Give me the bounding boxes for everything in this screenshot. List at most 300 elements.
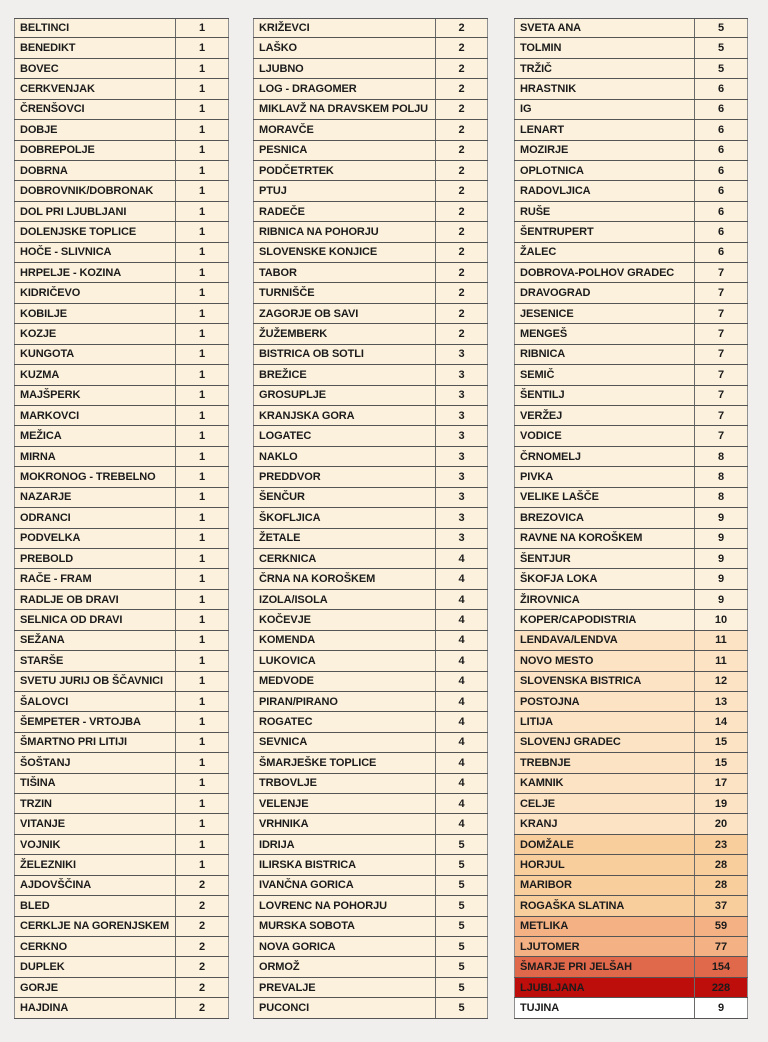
municipality-name-cell[interactable]: POSTOJNA bbox=[514, 692, 695, 711]
municipality-name-cell[interactable]: HAJDINA bbox=[14, 998, 176, 1017]
municipality-name-cell[interactable]: JESENICE bbox=[514, 304, 695, 323]
municipality-name-cell[interactable]: DOLENJSKE TOPLICE bbox=[14, 222, 176, 241]
count-value-cell[interactable]: 1 bbox=[176, 243, 229, 262]
count-value-cell[interactable]: 1 bbox=[176, 529, 229, 548]
count-value-cell[interactable]: 1 bbox=[176, 651, 229, 670]
count-value-cell[interactable]: 1 bbox=[176, 283, 229, 302]
count-value-cell[interactable]: 1 bbox=[176, 386, 229, 405]
count-value-cell[interactable]: 3 bbox=[436, 508, 488, 527]
count-value-cell[interactable]: 228 bbox=[695, 978, 748, 997]
municipality-name-cell[interactable]: IZOLA/ISOLA bbox=[253, 590, 436, 609]
municipality-name-cell[interactable]: VODICE bbox=[514, 426, 695, 445]
count-value-cell[interactable]: 4 bbox=[436, 590, 488, 609]
count-value-cell[interactable]: 5 bbox=[436, 835, 488, 854]
municipality-name-cell[interactable]: KIDRIČEVO bbox=[14, 283, 176, 302]
count-value-cell[interactable]: 1 bbox=[176, 100, 229, 119]
count-value-cell[interactable]: 59 bbox=[695, 917, 748, 936]
municipality-name-cell[interactable]: SELNICA OD DRAVI bbox=[14, 610, 176, 629]
municipality-name-cell[interactable]: HOČE - SLIVNICA bbox=[14, 243, 176, 262]
count-value-cell[interactable]: 2 bbox=[436, 38, 488, 57]
count-value-cell[interactable]: 4 bbox=[436, 631, 488, 650]
municipality-name-cell[interactable]: TRBOVLJE bbox=[253, 774, 436, 793]
count-value-cell[interactable]: 1 bbox=[176, 814, 229, 833]
table-row bbox=[253, 243, 488, 263]
municipality-name-cell[interactable]: LUKOVICA bbox=[253, 651, 436, 670]
municipality-name-cell[interactable]: DUPLEK bbox=[14, 957, 176, 976]
count-value-cell[interactable]: 3 bbox=[436, 488, 488, 507]
municipality-name-cell[interactable]: ŠENČUR bbox=[253, 488, 436, 507]
municipality-name-cell[interactable]: ŠMARTNO PRI LITIJI bbox=[14, 733, 176, 752]
municipality-name-cell[interactable]: DOBJE bbox=[14, 120, 176, 139]
municipality-name-cell[interactable]: LJUBNO bbox=[253, 59, 436, 78]
municipality-name-cell[interactable]: PODVELKA bbox=[14, 529, 176, 548]
municipality-name-cell[interactable]: VOJNIK bbox=[14, 835, 176, 854]
count-value-cell[interactable]: 20 bbox=[695, 814, 748, 833]
municipality-name-cell[interactable]: PREVALJE bbox=[253, 978, 436, 997]
count-value-cell[interactable]: 6 bbox=[695, 202, 748, 221]
count-value-cell[interactable]: 2 bbox=[436, 79, 488, 98]
count-value-cell[interactable]: 1 bbox=[176, 753, 229, 772]
municipality-name-cell[interactable]: GORJE bbox=[14, 978, 176, 997]
count-value-cell[interactable]: 12 bbox=[695, 672, 748, 691]
municipality-name-cell[interactable]: KRANJ bbox=[514, 814, 695, 833]
municipality-name-cell[interactable]: TIŠINA bbox=[14, 774, 176, 793]
municipality-name-cell[interactable]: LITIJA bbox=[514, 712, 695, 731]
municipality-name-cell[interactable]: HRPELJE - KOZINA bbox=[14, 263, 176, 282]
municipality-name-cell[interactable]: ORMOŽ bbox=[253, 957, 436, 976]
municipality-name-cell[interactable]: KUNGOTA bbox=[14, 345, 176, 364]
municipality-name-cell[interactable]: STARŠE bbox=[14, 651, 176, 670]
municipality-name-cell[interactable]: IDRIJA bbox=[253, 835, 436, 854]
count-value-cell[interactable]: 4 bbox=[436, 794, 488, 813]
count-value-cell[interactable]: 7 bbox=[695, 324, 748, 343]
count-value-cell[interactable]: 3 bbox=[436, 529, 488, 548]
municipality-name-cell[interactable]: RADOVLJICA bbox=[514, 181, 695, 200]
count-value-cell[interactable]: 2 bbox=[436, 324, 488, 343]
count-value-cell[interactable]: 1 bbox=[176, 79, 229, 98]
count-value-cell[interactable]: 1 bbox=[176, 610, 229, 629]
count-value-cell[interactable]: 11 bbox=[695, 651, 748, 670]
count-value-cell[interactable]: 4 bbox=[436, 712, 488, 731]
table-row bbox=[514, 794, 748, 814]
count-value-cell[interactable]: 8 bbox=[695, 467, 748, 486]
municipality-name-cell[interactable]: ŠMARJE PRI JELŠAH bbox=[514, 957, 695, 976]
municipality-name-cell[interactable]: NOVO MESTO bbox=[514, 651, 695, 670]
count-value-cell[interactable]: 1 bbox=[176, 590, 229, 609]
municipality-name-cell[interactable]: PESNICA bbox=[253, 141, 436, 160]
count-value-cell[interactable]: 3 bbox=[436, 406, 488, 425]
municipality-name-cell[interactable]: PREDDVOR bbox=[253, 467, 436, 486]
count-value-cell[interactable]: 6 bbox=[695, 181, 748, 200]
municipality-name-cell[interactable]: MENGEŠ bbox=[514, 324, 695, 343]
municipality-name-cell[interactable]: NOVA GORICA bbox=[253, 937, 436, 956]
count-value-cell[interactable]: 1 bbox=[176, 672, 229, 691]
municipality-name-cell[interactable]: TURNIŠČE bbox=[253, 283, 436, 302]
count-value-cell[interactable]: 4 bbox=[436, 733, 488, 752]
municipality-name-cell[interactable]: DOBREPOLJE bbox=[14, 141, 176, 160]
municipality-name-cell[interactable]: ŽUŽEMBERK bbox=[253, 324, 436, 343]
count-value-cell[interactable]: 1 bbox=[176, 774, 229, 793]
municipality-name-cell[interactable]: MOKRONOG - TREBELNO bbox=[14, 467, 176, 486]
count-value-cell[interactable]: 5 bbox=[695, 19, 748, 37]
municipality-name-cell[interactable]: LENART bbox=[514, 120, 695, 139]
municipality-name-cell[interactable]: NAKLO bbox=[253, 447, 436, 466]
municipality-name-cell[interactable]: BREZOVICA bbox=[514, 508, 695, 527]
count-value-cell[interactable]: 5 bbox=[436, 876, 488, 895]
count-value-cell[interactable]: 154 bbox=[695, 957, 748, 976]
municipality-name-cell[interactable]: ILIRSKA BISTRICA bbox=[253, 855, 436, 874]
municipality-name-cell[interactable]: GROSUPLJE bbox=[253, 386, 436, 405]
municipality-name-cell[interactable]: SLOVENSKE KONJICE bbox=[253, 243, 436, 262]
count-value-cell[interactable]: 2 bbox=[176, 896, 229, 915]
count-value-cell[interactable]: 1 bbox=[176, 488, 229, 507]
count-value-cell[interactable]: 2 bbox=[436, 304, 488, 323]
municipality-name-cell[interactable]: PTUJ bbox=[253, 181, 436, 200]
count-value-cell[interactable]: 1 bbox=[176, 161, 229, 180]
count-value-cell[interactable]: 15 bbox=[695, 753, 748, 772]
count-value-cell[interactable]: 2 bbox=[436, 120, 488, 139]
municipality-name-cell[interactable]: ŠEMPETER - VRTOJBA bbox=[14, 712, 176, 731]
municipality-name-cell[interactable]: SEŽANA bbox=[14, 631, 176, 650]
count-value-cell[interactable]: 5 bbox=[436, 957, 488, 976]
count-value-cell[interactable]: 1 bbox=[176, 365, 229, 384]
municipality-name-cell[interactable]: SVETA ANA bbox=[514, 19, 695, 37]
municipality-name-cell[interactable]: MIRNA bbox=[14, 447, 176, 466]
count-value-cell[interactable]: 2 bbox=[436, 141, 488, 160]
municipality-name-cell[interactable]: BOVEC bbox=[14, 59, 176, 78]
municipality-name-cell[interactable]: DOBRNA bbox=[14, 161, 176, 180]
municipality-name-cell[interactable]: RIBNICA NA POHORJU bbox=[253, 222, 436, 241]
count-value-cell[interactable]: 3 bbox=[436, 467, 488, 486]
count-value-cell[interactable]: 7 bbox=[695, 406, 748, 425]
count-value-cell[interactable]: 7 bbox=[695, 345, 748, 364]
municipality-name-cell[interactable]: LENDAVA/LENDVA bbox=[514, 631, 695, 650]
municipality-name-cell[interactable]: ODRANCI bbox=[14, 508, 176, 527]
municipality-name-cell[interactable]: ŽALEC bbox=[514, 243, 695, 262]
count-value-cell[interactable]: 7 bbox=[695, 304, 748, 323]
municipality-name-cell[interactable]: ČRNOMELJ bbox=[514, 447, 695, 466]
count-value-cell[interactable]: 23 bbox=[695, 835, 748, 854]
count-value-cell[interactable]: 4 bbox=[436, 753, 488, 772]
count-value-cell[interactable]: 1 bbox=[176, 631, 229, 650]
count-value-cell[interactable]: 28 bbox=[695, 876, 748, 895]
count-value-cell[interactable]: 3 bbox=[436, 447, 488, 466]
count-value-cell[interactable]: 1 bbox=[176, 38, 229, 57]
count-value-cell[interactable]: 6 bbox=[695, 222, 748, 241]
municipality-name-cell[interactable]: RAVNE NA KOROŠKEM bbox=[514, 529, 695, 548]
count-value-cell[interactable]: 1 bbox=[176, 569, 229, 588]
municipality-name-cell[interactable]: ŠOŠTANJ bbox=[14, 753, 176, 772]
count-value-cell[interactable]: 4 bbox=[436, 692, 488, 711]
municipality-name-cell[interactable]: TRZIN bbox=[14, 794, 176, 813]
municipality-name-cell[interactable]: PREBOLD bbox=[14, 549, 176, 568]
count-value-cell[interactable]: 28 bbox=[695, 855, 748, 874]
municipality-name-cell[interactable]: MIKLAVŽ NA DRAVSKEM POLJU bbox=[253, 100, 436, 119]
count-value-cell[interactable]: 4 bbox=[436, 610, 488, 629]
count-value-cell[interactable]: 37 bbox=[695, 896, 748, 915]
municipality-name-cell[interactable]: ŠKOFLJICA bbox=[253, 508, 436, 527]
municipality-name-cell[interactable]: VELIKE LAŠČE bbox=[514, 488, 695, 507]
municipality-name-cell[interactable]: TREBNJE bbox=[514, 753, 695, 772]
count-value-cell[interactable]: 1 bbox=[176, 508, 229, 527]
municipality-name-cell[interactable]: CERKNICA bbox=[253, 549, 436, 568]
municipality-name-cell[interactable]: SVETU JURIJ OB ŠČAVNICI bbox=[14, 672, 176, 691]
count-value-cell[interactable]: 9 bbox=[695, 549, 748, 568]
municipality-name-cell[interactable]: KAMNIK bbox=[514, 774, 695, 793]
count-value-cell[interactable]: 2 bbox=[436, 100, 488, 119]
count-value-cell[interactable]: 2 bbox=[436, 222, 488, 241]
column-group-2 bbox=[253, 18, 488, 1019]
municipality-name-cell[interactable]: PUCONCI bbox=[253, 998, 436, 1017]
municipality-name-cell[interactable]: PODČETRTEK bbox=[253, 161, 436, 180]
count-value-cell[interactable]: 2 bbox=[436, 19, 488, 37]
municipality-name-cell[interactable]: ROGATEC bbox=[253, 712, 436, 731]
count-value-cell[interactable]: 13 bbox=[695, 692, 748, 711]
count-value-cell[interactable]: 1 bbox=[176, 141, 229, 160]
municipality-name-cell[interactable]: ŠENTJUR bbox=[514, 549, 695, 568]
count-value-cell[interactable]: 3 bbox=[436, 426, 488, 445]
count-value-cell[interactable]: 7 bbox=[695, 426, 748, 445]
count-value-cell[interactable]: 1 bbox=[176, 692, 229, 711]
count-value-cell[interactable]: 7 bbox=[695, 386, 748, 405]
municipality-name-cell[interactable]: ŽIROVNICA bbox=[514, 590, 695, 609]
count-value-cell[interactable]: 8 bbox=[695, 447, 748, 466]
count-value-cell[interactable]: 6 bbox=[695, 120, 748, 139]
count-value-cell[interactable]: 1 bbox=[176, 181, 229, 200]
count-value-cell[interactable]: 1 bbox=[176, 59, 229, 78]
municipality-name-cell[interactable]: DOMŽALE bbox=[514, 835, 695, 854]
municipality-name-cell[interactable]: MARKOVCI bbox=[14, 406, 176, 425]
count-value-cell[interactable]: 9 bbox=[695, 590, 748, 609]
municipality-name-cell[interactable]: MAJŠPERK bbox=[14, 386, 176, 405]
municipality-name-cell[interactable]: ČRENŠOVCI bbox=[14, 100, 176, 119]
municipality-name-cell[interactable]: VELENJE bbox=[253, 794, 436, 813]
municipality-name-cell[interactable]: RADLJE OB DRAVI bbox=[14, 590, 176, 609]
count-value-cell[interactable]: 3 bbox=[436, 345, 488, 364]
count-value-cell[interactable]: 77 bbox=[695, 937, 748, 956]
municipality-name-cell[interactable]: KOPER/CAPODISTRIA bbox=[514, 610, 695, 629]
municipality-name-cell[interactable]: RADEČE bbox=[253, 202, 436, 221]
count-value-cell[interactable]: 6 bbox=[695, 100, 748, 119]
count-value-cell[interactable]: 1 bbox=[176, 345, 229, 364]
municipality-name-cell[interactable]: BISTRICA OB SOTLI bbox=[253, 345, 436, 364]
count-value-cell[interactable]: 6 bbox=[695, 243, 748, 262]
count-value-cell[interactable]: 9 bbox=[695, 569, 748, 588]
municipality-name-cell[interactable]: ŠENTILJ bbox=[514, 386, 695, 405]
municipality-name-cell[interactable]: TRŽIČ bbox=[514, 59, 695, 78]
municipality-name-cell[interactable]: KOZJE bbox=[14, 324, 176, 343]
count-value-cell[interactable]: 1 bbox=[176, 406, 229, 425]
count-value-cell[interactable]: 4 bbox=[436, 569, 488, 588]
municipality-name-cell[interactable]: MARIBOR bbox=[514, 876, 695, 895]
municipality-name-cell[interactable]: ŠMARJEŠKE TOPLICE bbox=[253, 753, 436, 772]
count-value-cell[interactable]: 2 bbox=[176, 937, 229, 956]
count-value-cell[interactable]: 7 bbox=[695, 283, 748, 302]
table-row bbox=[514, 998, 748, 1018]
count-value-cell[interactable]: 1 bbox=[176, 120, 229, 139]
municipality-name-cell[interactable]: ZAGORJE OB SAVI bbox=[253, 304, 436, 323]
municipality-name-cell[interactable]: DOBROVA-POLHOV GRADEC bbox=[514, 263, 695, 282]
count-value-cell[interactable]: 11 bbox=[695, 631, 748, 650]
count-value-cell[interactable]: 8 bbox=[695, 488, 748, 507]
count-value-cell[interactable]: 2 bbox=[176, 978, 229, 997]
count-value-cell[interactable]: 10 bbox=[695, 610, 748, 629]
municipality-name-cell[interactable]: BLED bbox=[14, 896, 176, 915]
count-value-cell[interactable]: 2 bbox=[436, 181, 488, 200]
count-value-cell[interactable]: 5 bbox=[695, 38, 748, 57]
municipality-name-cell[interactable]: CERKLJE NA GORENJSKEM bbox=[14, 917, 176, 936]
count-value-cell[interactable]: 1 bbox=[176, 855, 229, 874]
count-value-cell[interactable]: 6 bbox=[695, 161, 748, 180]
count-value-cell[interactable]: 5 bbox=[695, 59, 748, 78]
count-value-cell[interactable]: 5 bbox=[436, 978, 488, 997]
municipality-name-cell[interactable]: LOGATEC bbox=[253, 426, 436, 445]
municipality-name-cell[interactable]: TOLMIN bbox=[514, 38, 695, 57]
count-value-cell[interactable]: 9 bbox=[695, 998, 748, 1017]
municipality-name-cell[interactable]: ŽETALE bbox=[253, 529, 436, 548]
municipality-name-cell[interactable]: LJUTOMER bbox=[514, 937, 695, 956]
municipality-name-cell[interactable]: IG bbox=[514, 100, 695, 119]
count-value-cell[interactable]: 2 bbox=[436, 243, 488, 262]
municipality-name-cell[interactable]: ŠKOFJA LOKA bbox=[514, 569, 695, 588]
count-value-cell[interactable]: 1 bbox=[176, 794, 229, 813]
count-value-cell[interactable]: 2 bbox=[176, 876, 229, 895]
municipality-name-cell[interactable]: LOVRENC NA POHORJU bbox=[253, 896, 436, 915]
count-value-cell[interactable]: 17 bbox=[695, 774, 748, 793]
municipality-name-cell[interactable]: ŠENTRUPERT bbox=[514, 222, 695, 241]
count-value-cell[interactable]: 6 bbox=[695, 141, 748, 160]
count-value-cell[interactable]: 9 bbox=[695, 529, 748, 548]
count-value-cell[interactable]: 1 bbox=[176, 712, 229, 731]
municipality-name-cell[interactable]: LOG - DRAGOMER bbox=[253, 79, 436, 98]
municipality-name-cell[interactable]: ROGAŠKA SLATINA bbox=[514, 896, 695, 915]
municipality-name-cell[interactable]: TUJINA bbox=[514, 998, 695, 1017]
municipality-name-cell[interactable]: CERKVENJAK bbox=[14, 79, 176, 98]
count-value-cell[interactable]: 1 bbox=[176, 202, 229, 221]
municipality-name-cell[interactable]: DRAVOGRAD bbox=[514, 283, 695, 302]
count-value-cell[interactable]: 4 bbox=[436, 651, 488, 670]
count-value-cell[interactable]: 2 bbox=[436, 59, 488, 78]
municipality-name-cell[interactable]: DOBROVNIK/DOBRONAK bbox=[14, 181, 176, 200]
count-value-cell[interactable]: 5 bbox=[436, 855, 488, 874]
municipality-name-cell[interactable]: BREŽICE bbox=[253, 365, 436, 384]
municipality-name-cell[interactable]: CERKNO bbox=[14, 937, 176, 956]
municipality-name-cell[interactable]: LAŠKO bbox=[253, 38, 436, 57]
count-value-cell[interactable]: 7 bbox=[695, 263, 748, 282]
municipality-name-cell[interactable]: ŽELEZNIKI bbox=[14, 855, 176, 874]
municipality-name-cell[interactable]: AJDOVŠČINA bbox=[14, 876, 176, 895]
municipality-name-cell[interactable]: MORAVČE bbox=[253, 120, 436, 139]
municipality-name-cell[interactable]: MEDVODE bbox=[253, 672, 436, 691]
count-value-cell[interactable]: 3 bbox=[436, 386, 488, 405]
count-value-cell[interactable]: 15 bbox=[695, 733, 748, 752]
municipality-name-cell[interactable]: LJUBLJANA bbox=[514, 978, 695, 997]
count-value-cell[interactable]: 2 bbox=[176, 998, 229, 1017]
municipality-name-cell[interactable]: CELJE bbox=[514, 794, 695, 813]
municipality-name-cell[interactable]: KRANJSKA GORA bbox=[253, 406, 436, 425]
count-value-cell[interactable]: 1 bbox=[176, 426, 229, 445]
municipality-name-cell[interactable]: BELTINCI bbox=[14, 19, 176, 37]
municipality-name-cell[interactable]: HORJUL bbox=[514, 855, 695, 874]
municipality-name-cell[interactable]: SLOVENJ GRADEC bbox=[514, 733, 695, 752]
municipality-name-cell[interactable]: KRIŽEVCI bbox=[253, 19, 436, 37]
municipality-name-cell[interactable]: ČRNA NA KOROŠKEM bbox=[253, 569, 436, 588]
count-value-cell[interactable]: 1 bbox=[176, 222, 229, 241]
count-value-cell[interactable]: 1 bbox=[176, 263, 229, 282]
count-value-cell[interactable]: 14 bbox=[695, 712, 748, 731]
count-value-cell[interactable]: 5 bbox=[436, 896, 488, 915]
count-value-cell[interactable]: 1 bbox=[176, 447, 229, 466]
count-value-cell[interactable]: 2 bbox=[436, 202, 488, 221]
municipality-name-cell[interactable]: MURSKA SOBOTA bbox=[253, 917, 436, 936]
municipality-name-cell[interactable]: RAČE - FRAM bbox=[14, 569, 176, 588]
count-value-cell[interactable]: 4 bbox=[436, 549, 488, 568]
municipality-name-cell[interactable]: BENEDIKT bbox=[14, 38, 176, 57]
municipality-name-cell[interactable]: ŠALOVCI bbox=[14, 692, 176, 711]
municipality-name-cell[interactable]: NAZARJE bbox=[14, 488, 176, 507]
municipality-name-cell[interactable]: METLIKA bbox=[514, 917, 695, 936]
count-value-cell[interactable]: 7 bbox=[695, 365, 748, 384]
municipality-name-cell[interactable]: VRHNIKA bbox=[253, 814, 436, 833]
count-value-cell[interactable]: 1 bbox=[176, 835, 229, 854]
municipality-name-cell[interactable]: OPLOTNICA bbox=[514, 161, 695, 180]
table-row bbox=[514, 631, 748, 651]
count-value-cell[interactable]: 2 bbox=[436, 283, 488, 302]
count-value-cell[interactable]: 4 bbox=[436, 814, 488, 833]
municipality-name-cell[interactable]: HRASTNIK bbox=[514, 79, 695, 98]
count-value-cell[interactable]: 1 bbox=[176, 467, 229, 486]
count-value-cell[interactable]: 5 bbox=[436, 998, 488, 1017]
municipality-name-cell[interactable]: KUZMA bbox=[14, 365, 176, 384]
count-value-cell[interactable]: 5 bbox=[436, 917, 488, 936]
count-value-cell[interactable]: 1 bbox=[176, 19, 229, 37]
municipality-name-cell[interactable]: RIBNICA bbox=[514, 345, 695, 364]
count-value-cell[interactable]: 19 bbox=[695, 794, 748, 813]
count-value-cell[interactable]: 1 bbox=[176, 733, 229, 752]
municipality-name-cell[interactable]: MOZIRJE bbox=[514, 141, 695, 160]
municipality-name-cell[interactable]: MEŽICA bbox=[14, 426, 176, 445]
table-row bbox=[253, 324, 488, 344]
count-value-cell[interactable]: 2 bbox=[176, 917, 229, 936]
municipality-name-cell[interactable]: PIVKA bbox=[514, 467, 695, 486]
count-value-cell[interactable]: 5 bbox=[436, 937, 488, 956]
count-value-cell[interactable]: 1 bbox=[176, 549, 229, 568]
count-value-cell[interactable]: 9 bbox=[695, 508, 748, 527]
count-value-cell[interactable]: 1 bbox=[176, 304, 229, 323]
count-value-cell[interactable]: 6 bbox=[695, 79, 748, 98]
municipality-name-cell[interactable]: VITANJE bbox=[14, 814, 176, 833]
municipality-name-cell[interactable]: RUŠE bbox=[514, 202, 695, 221]
municipality-name-cell[interactable]: DOL PRI LJUBLJANI bbox=[14, 202, 176, 221]
municipality-name-cell[interactable]: SEMIČ bbox=[514, 365, 695, 384]
municipality-name-cell[interactable]: KOČEVJE bbox=[253, 610, 436, 629]
count-value-cell[interactable]: 3 bbox=[436, 365, 488, 384]
municipality-name-cell[interactable]: KOBILJE bbox=[14, 304, 176, 323]
count-value-cell[interactable]: 4 bbox=[436, 672, 488, 691]
municipality-name-cell[interactable]: TABOR bbox=[253, 263, 436, 282]
count-value-cell[interactable]: 2 bbox=[436, 161, 488, 180]
count-value-cell[interactable]: 1 bbox=[176, 324, 229, 343]
count-value-cell[interactable]: 4 bbox=[436, 774, 488, 793]
count-value-cell[interactable]: 2 bbox=[176, 957, 229, 976]
count-value-cell[interactable]: 2 bbox=[436, 263, 488, 282]
municipality-name-cell[interactable]: SEVNICA bbox=[253, 733, 436, 752]
municipality-name-cell[interactable]: VERŽEJ bbox=[514, 406, 695, 425]
municipality-name-cell[interactable]: IVANČNA GORICA bbox=[253, 876, 436, 895]
municipality-name-cell[interactable]: SLOVENSKA BISTRICA bbox=[514, 672, 695, 691]
municipality-name-cell[interactable]: PIRAN/PIRANO bbox=[253, 692, 436, 711]
municipality-name-cell[interactable]: KOMENDA bbox=[253, 631, 436, 650]
